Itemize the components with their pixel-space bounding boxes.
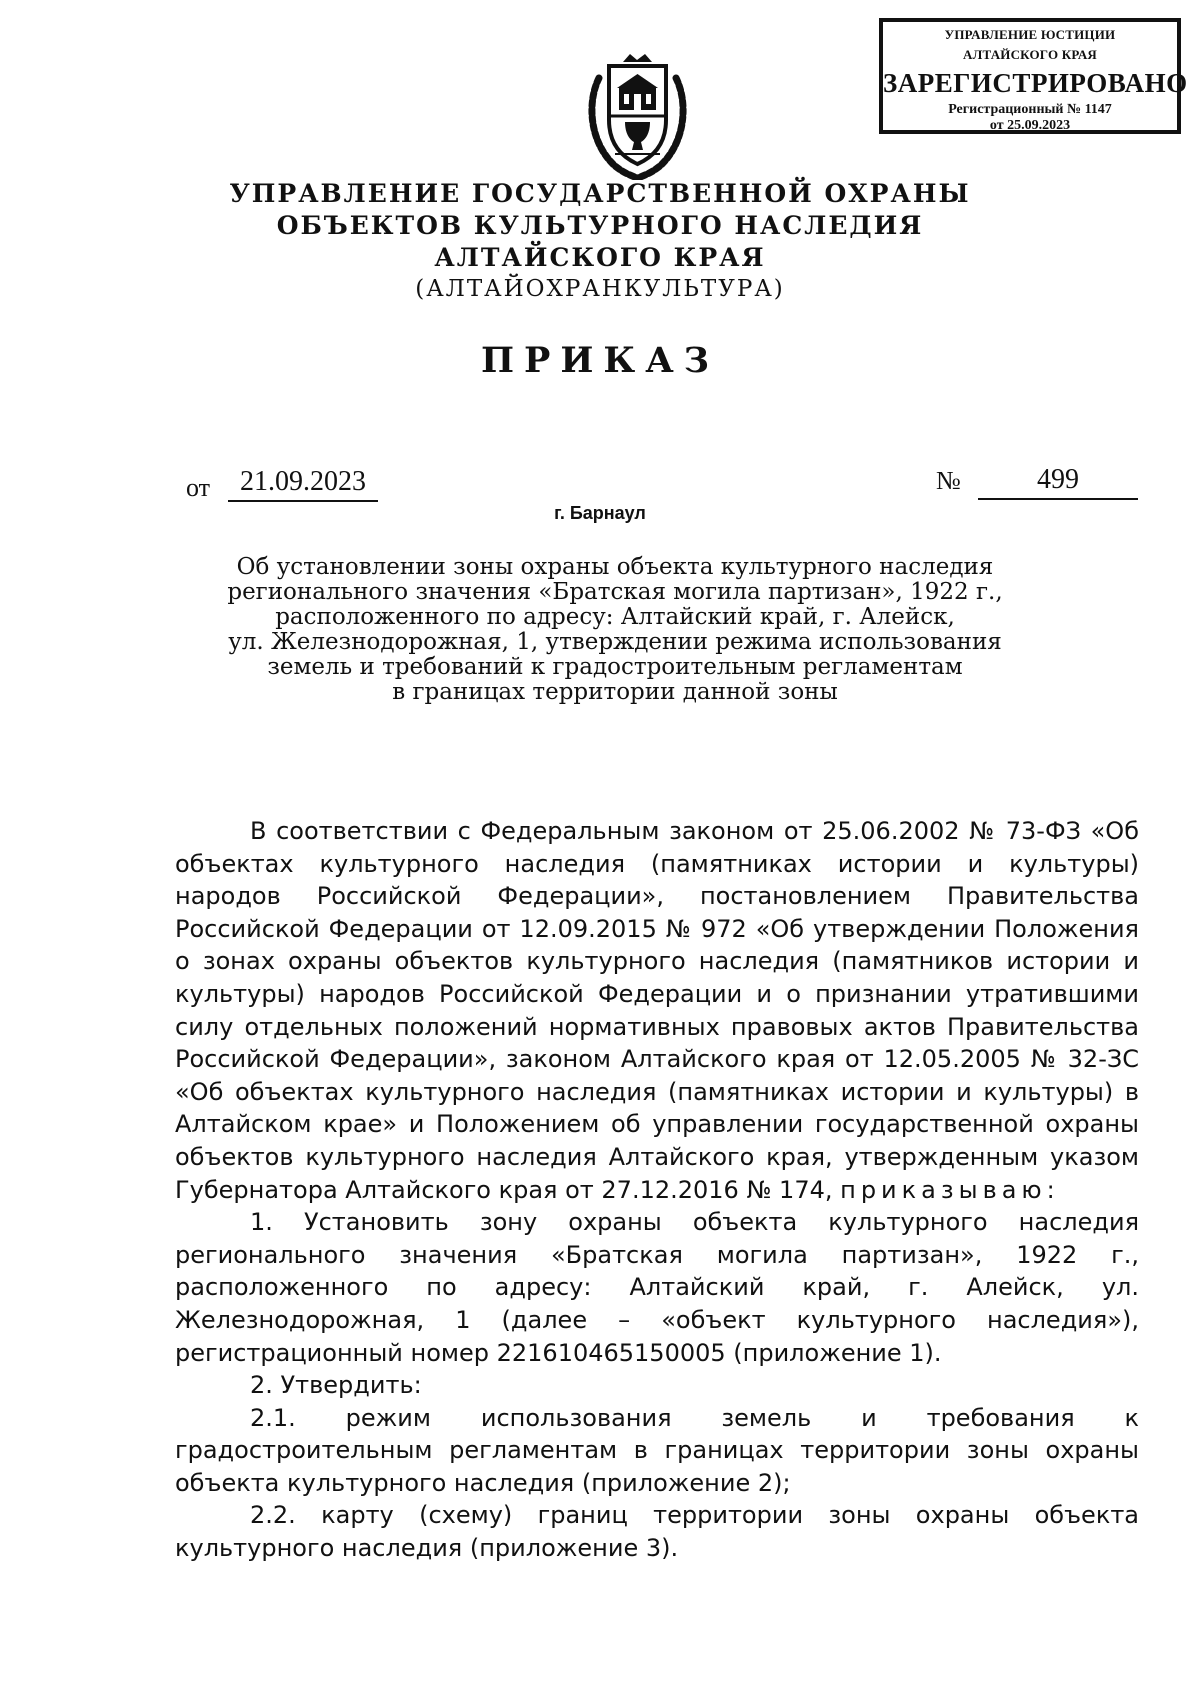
org-name-line-3: АЛТАЙСКОГО КРАЯ — [434, 243, 766, 272]
stamp-org-line-2: АЛТАЙСКОГО КРАЯ — [963, 47, 1097, 62]
stamp-status: ЗАРЕГИСТРИРОВАНО — [883, 68, 1188, 98]
document-city: г. Барнаул — [554, 503, 646, 523]
title-line: в границах территории данной зоны — [392, 679, 838, 705]
org-short-name: (АЛТАЙОХРАНКУЛЬТУРА) — [415, 276, 785, 302]
document-date: 21.09.2023 — [228, 464, 378, 502]
stamp-registration-date: от 25.09.2023 — [989, 118, 1071, 133]
date-label: от — [186, 473, 211, 502]
clause-2-1: 2.1. режим использования земель и требования к градостроительным регламентам в границах территории зоны охраны объекта культурного наследия (приложение 2); — [175, 1403, 1139, 1497]
coat-of-arms-emblem — [585, 50, 690, 180]
order-word: приказываю: — [840, 1175, 1060, 1204]
clause-1: 1. Установить зону охраны объекта культурного наследия регионального значения «Братская могила партизан», 1922 г., расположенного по адресу: Алтайский край, г. Алейск, ул. Железнодорожная, 1 (далее – «объект культурного наследия»), регистрационный номер 221610465150005 (приложение 1). — [175, 1208, 1139, 1367]
registration-stamp — [879, 18, 1188, 134]
preamble-paragraph — [175, 815, 1139, 1206]
org-name-line-1: УПРАВЛЕНИЕ ГОСУДАРСТВЕННОЙ ОХРАНЫ — [229, 179, 971, 208]
title-line: Об установлении зоны охраны объекта культурного наследия — [236, 554, 994, 580]
document-number: 499 — [978, 462, 1138, 500]
number-label: № — [936, 466, 961, 495]
stamp-registration-number: Регистрационный № 1147 — [948, 102, 1112, 117]
preamble-text: В соответствии с Федеральным законом от 25.06.2002 № 73-ФЗ «Об объектах культурного наследия (памятниках истории и культуры) народов Российской Федерации», постановлением Правительства Российской Федерации от 12.09.2015 № 972 «Об утверждении Положения о зонах охраны объектов культурного наследия (памятников истории и культуры) народов Российской Федерации и о признании утратившими силу отдельных положений нормативных правовых актов Правительства Российской Федерации», законом Алтайского края от 12.05.2005 № 32-ЗС «Об объектах культурного наследия (памятниках истории и культуры) в Алтайском крае» и Положением об управлении государственной охраны объектов культурного наследия Алтайского края, утвержденным указом Губернатора Алтайского края от 27.12.2016 № 174, — [175, 817, 1139, 1204]
document-body — [175, 815, 1139, 1565]
clause-2: 2. Утвердить: — [250, 1371, 422, 1400]
title-line: ул. Железнодорожная, 1, утверждении режима использования — [228, 629, 1002, 655]
clause-2-2: 2.2. карту (схему) границ территории зоны охраны объекта культурного наследия (приложение 3). — [175, 1501, 1139, 1563]
title-line: земель и требований к градостроительным регламентам — [267, 654, 963, 680]
org-name-line-2: ОБЪЕКТОВ КУЛЬТУРНОГО НАСЛЕДИЯ — [276, 211, 924, 240]
title-line: расположенного по адресу: Алтайский край, г. Алейск, — [275, 604, 955, 630]
stamp-org-line-1: УПРАВЛЕНИЕ ЮСТИЦИИ — [944, 27, 1116, 42]
document-type-heading: ПРИКАЗ — [480, 340, 720, 381]
title-line: регионального значения «Братская могила партизан», 1922 г., — [227, 579, 1003, 605]
document-title — [200, 555, 1030, 705]
